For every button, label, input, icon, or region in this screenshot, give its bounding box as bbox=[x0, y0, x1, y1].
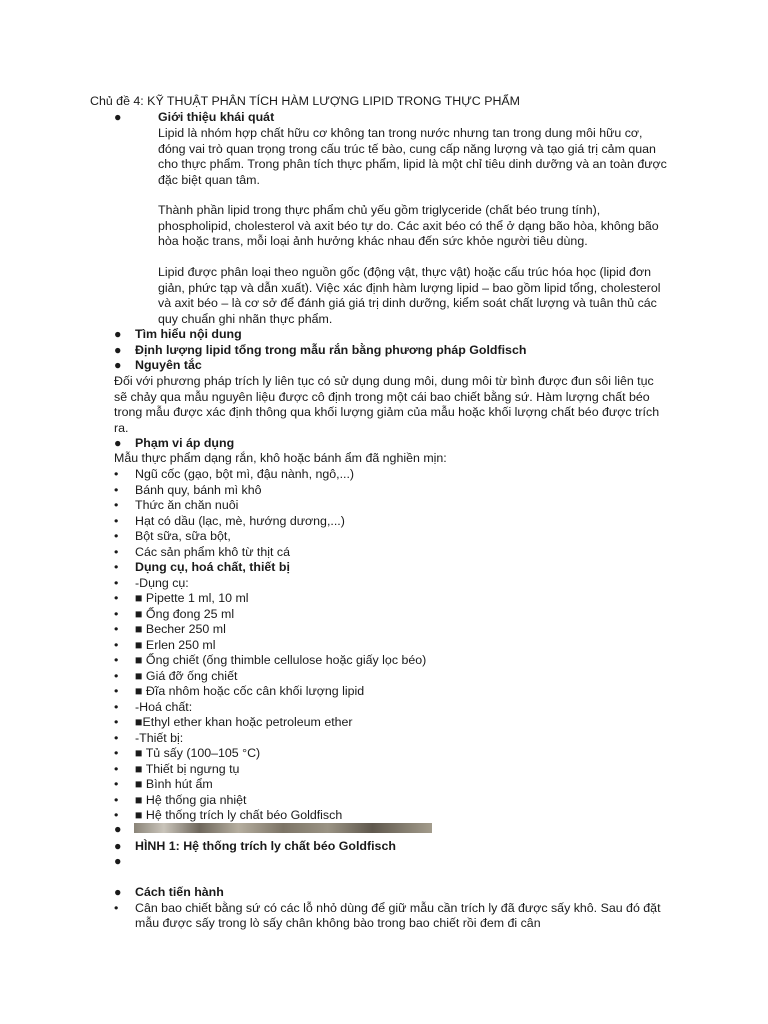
bullet-icon: ● bbox=[114, 854, 122, 868]
section-heading-goldfisch: Định lượng lipid tổng trong mẫu rắn bằng phương pháp Goldfisch bbox=[135, 343, 527, 357]
bullet-icon: • bbox=[114, 467, 119, 481]
bullet-icon: • bbox=[114, 746, 119, 760]
bullet-icon: • bbox=[114, 560, 119, 574]
bullet-icon: • bbox=[114, 777, 119, 791]
bullet-icon: ● bbox=[114, 885, 122, 899]
section-heading-equipment: Dụng cụ, hoá chất, thiết bị bbox=[135, 560, 290, 574]
bullet-icon: • bbox=[114, 901, 119, 915]
bullet-icon: • bbox=[114, 607, 119, 621]
bullet-icon: • bbox=[114, 669, 119, 683]
section-heading-intro: Giới thiệu khái quát bbox=[158, 110, 275, 124]
bullet-icon: ● bbox=[114, 358, 122, 372]
bullet-icon: • bbox=[114, 793, 119, 807]
bullet-icon: • bbox=[114, 483, 119, 497]
section-heading-scope: Phạm vi áp dụng bbox=[135, 436, 235, 450]
bullet-icon: • bbox=[114, 653, 119, 667]
bullet-icon: • bbox=[114, 591, 119, 605]
principle-paragraph: Đối với phương pháp trích ly liên tục có sử dụng dung môi, dung môi từ bình được đun sôi liên tục sẽ chảy qua mẫu nguyên liệu được cô định trong một cái bao chiết bằng sứ. Hàm lượng chất béo trong mẫu được xác định thông qua khối lượng giảm của mẫu hoặc khối lượng chất béo được trích ra. bbox=[114, 374, 660, 435]
bullet-icon: ● bbox=[114, 436, 122, 450]
bullet-icon: • bbox=[114, 700, 119, 714]
bullet-icon: • bbox=[114, 576, 119, 590]
goldfisch-figure-image bbox=[134, 823, 432, 833]
bullet-icon: ● bbox=[114, 110, 122, 124]
document-page: Chủ đề 4: KỸ THUẬT PHÂN TÍCH HÀM LƯỢNG LIPID TRONG THỰC PHẨM ● Giới thiệu khái quát Lipid là nhóm hợp chất hữu cơ không tan trong nước nhưng tan trong dung môi hữu cơ, đóng vai trò quan trọng trong cấu trúc tế bào, cung cấp năng lượng và tạo giá trị cảm quan cho thực phẩm. Trong phân tích thực phẩm, lipid là một chỉ tiêu dinh dưỡng và an toàn được đặc biệt quan tâm. Thành phần lipid trong thực phẩm chủ yếu gồm triglyceride (chất béo trung tính), phospholipid, cholesterol và axit béo tự do. Các axit béo có thể ở dạng bão hòa, không bão hòa hoặc trans, mỗi loại ảnh hưởng khác nhau đến sức khỏe người tiêu dùng. Lipid được phân loại theo nguồn gốc (động vật, thực vật) hoặc cấu trúc hóa học (lipid đơn giản, phức tạp và dẫn xuất). Việc xác định hàm lượng lipid – bao gồm lipid tổng, cholesterol và axit béo – là cơ sở để đánh giá giá trị dinh dưỡng, kiểm soát chất lượng và tuân thủ các quy chuẩn ghi nhãn thực phẩm. ● Tìm hiểu nội dung ● Định lượng lipid tổng trong mẫu rắn bằng phương pháp Goldfisch ● Nguyên tắc Đối với phương pháp trích ly liên tục có sử dụng dung môi, dung môi từ bình được đun sôi liên tục sẽ chảy qua mẫu nguyên liệu được cô định trong một cái bao chiết bằng sứ. Hàm lượng chất béo trong mẫu được xác định thông qua khối lượng giảm của mẫu hoặc khối lượng chất béo được trích ra. ● Phạm vi áp dụng Mẫu thực phẩm dạng rắn, khô hoặc bánh ẩm đã nghiền mịn: • Ngũ cốc (gạo, bột mì, đậu nành, ngô,...) • Bánh quy, bánh mì khô • Thức ăn chăn nuôi • Hạt có dầu (lạc, mè, hướng dương,...) • Bột sữa, sữa bột, • Các sản phẩm khô từ thịt cá • Dụng cụ, hoá chất, thiết bị • -Dụng cụ: • ■ Pipette 1 ml, 10 ml • ■ Ống đong 25 ml • ■ Becher 250 ml • ■ Erlen 250 ml • ■ Ống chiết (ống thimble cellulose hoặc giấy lọc béo) • ■ Giá đỡ ống chiết • ■ Đĩa nhôm hoặc cốc cân khối lượng lipid • -Hoá chất: • ■Ethyl ether khan hoặc petroleum ether • -Thiết bị: • ■ Tủ sấy (100–105 °C) • ■ Thiết bị ngưng tụ • ■ Bình hút ẩm • ■ Hệ thống gia nhiệt • ■ Hệ thống trích ly chất béo Goldfisch ● ● HÌNH 1: Hệ thống trích ly chất béo Goldfisch ● ● Cách tiến hành • Cân bao chiết bằng sứ có các lỗ nhỏ dùng để giữ mẫu cần trích ly đã được sấy khô. Sau đó đặt mẫu được sấy trong lò sấy chân không bào trong bao chiết rồi đem đi cân bbox=[0, 0, 768, 1024]
bullet-icon: • bbox=[114, 514, 119, 528]
section-heading-procedure: Cách tiến hành bbox=[135, 885, 224, 899]
bullet-icon: • bbox=[114, 715, 119, 729]
bullet-icon: • bbox=[114, 545, 119, 559]
bullet-icon: ● bbox=[114, 327, 122, 341]
section-heading-content: Tìm hiểu nội dung bbox=[135, 327, 242, 341]
bullet-icon: • bbox=[114, 731, 119, 745]
bullet-icon: ● bbox=[114, 839, 122, 853]
bullet-icon: • bbox=[114, 622, 119, 636]
figure-caption: HÌNH 1: Hệ thống trích ly chất béo Goldfisch bbox=[135, 839, 396, 853]
bullet-icon: • bbox=[114, 762, 119, 776]
intro-paragraph-1: Lipid là nhóm hợp chất hữu cơ không tan trong nước nhưng tan trong dung môi hữu cơ, đóng vai trò quan trọng trong cấu trúc tế bào, cung cấp năng lượng và tạo giá trị cảm quan cho thực phẩm. Trong phân tích thực phẩm, lipid là một chỉ tiêu dinh dưỡng và an toàn được đặc biệt quan tâm. bbox=[158, 126, 667, 187]
bullet-icon: ● bbox=[114, 343, 122, 357]
bullet-icon: ● bbox=[114, 822, 122, 836]
scope-intro: Mẫu thực phẩm dạng rắn, khô hoặc bánh ẩm đã nghiền mịn: bbox=[114, 451, 447, 465]
intro-paragraph-3: Lipid được phân loại theo nguồn gốc (động vật, thực vật) hoặc cấu trúc hóa học (lipid đơn giản, phức tạp và dẫn xuất). Việc xác định hàm lượng lipid – bao gồm lipid tổng, cholesterol và axit béo – là cơ sở để đánh giá giá trị dinh dưỡng, kiểm soát chất lượng và tuân thủ các quy chuẩn ghi nhãn thực phẩm. bbox=[158, 265, 661, 326]
bullet-icon: • bbox=[114, 684, 119, 698]
section-heading-principle: Nguyên tắc bbox=[135, 358, 202, 372]
bullet-icon: • bbox=[114, 638, 119, 652]
bullet-icon: • bbox=[114, 529, 119, 543]
bullet-icon: • bbox=[114, 498, 119, 512]
document-title: Chủ đề 4: KỸ THUẬT PHÂN TÍCH HÀM LƯỢNG LIPID TRONG THỰC PHẨM bbox=[90, 94, 520, 108]
intro-paragraph-2: Thành phần lipid trong thực phẩm chủ yếu gồm triglyceride (chất béo trung tính), phospholipid, cholesterol và axit béo tự do. Các axit béo có thể ở dạng bão hòa, không bão hòa hoặc trans, mỗi loại ảnh hưởng khác nhau đến sức khỏe người tiêu dùng. bbox=[158, 203, 659, 249]
bullet-icon: • bbox=[114, 808, 119, 822]
